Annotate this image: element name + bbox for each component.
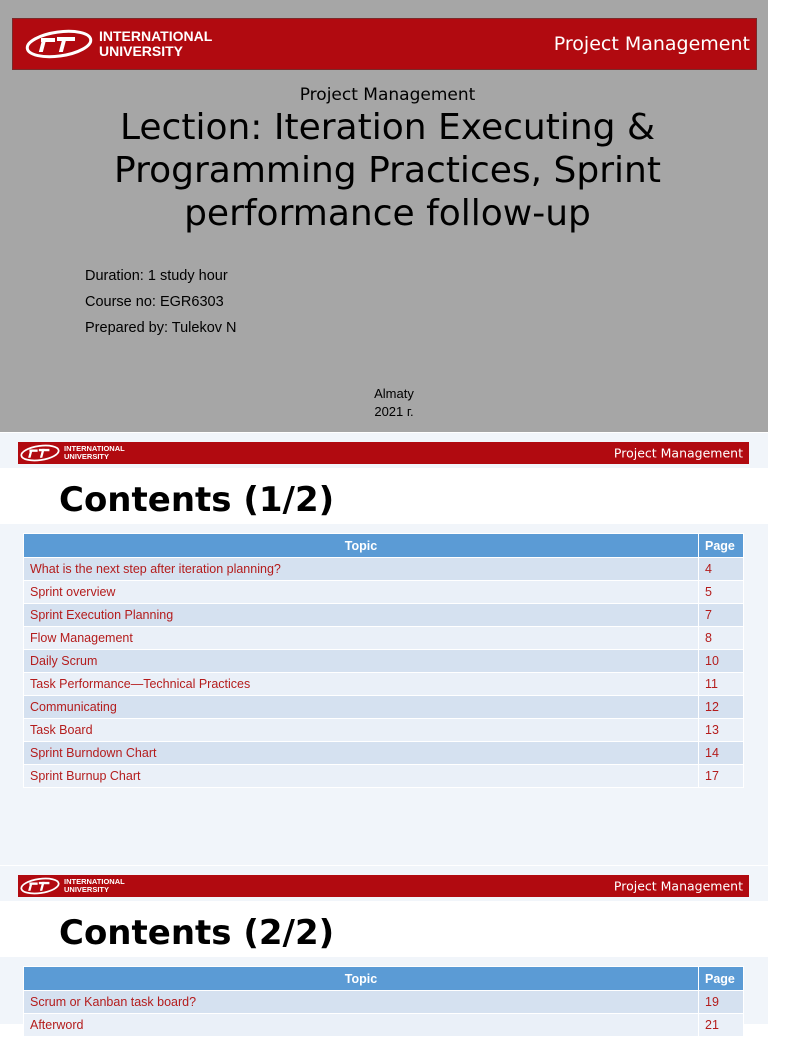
header-title: Project Management [613,878,743,894]
university-logo [25,29,212,59]
logo-line-2: UNIVERSITY [64,452,110,461]
topic-header: Topic [24,967,699,991]
logo-text [64,445,125,461]
logo-text [64,878,125,894]
slide-title: Lection: Iteration Executing & Programming Practices, Sprint performance follow-up [114,107,661,234]
table-row[interactable] [24,696,744,719]
contents-slide-2 [0,866,768,1032]
iitu-logo-icon [25,29,93,59]
page-number[interactable]: 11 [699,673,744,696]
slide-subtitle: Project Management [299,85,476,105]
topic-link[interactable]: What is the next step after iteration planning? [24,558,699,581]
author-text: Prepared by: Tulekov N [85,320,237,336]
table-row[interactable] [24,650,744,673]
logo-line-1: INTERNATIONAL [64,444,125,454]
page-number[interactable]: 17 [699,765,744,788]
topic-link[interactable]: Scrum or Kanban task board? [24,991,699,1014]
topic-link[interactable]: Sprint overview [24,581,699,604]
topic-link[interactable]: Sprint Burndown Chart [24,742,699,765]
table-row[interactable] [24,558,744,581]
header-banner [18,442,749,464]
page-number[interactable]: 13 [699,719,744,742]
page-number[interactable]: 10 [699,650,744,673]
contents-heading: Contents (2/2) [59,913,335,953]
table-row[interactable] [24,765,744,788]
table-row[interactable] [24,719,744,742]
topic-link[interactable]: Task Performance—Technical Practices [24,673,699,696]
iitu-logo-icon [20,877,60,895]
page-number[interactable]: 7 [699,604,744,627]
page-number[interactable]: 19 [699,991,744,1014]
page-header: Page [699,967,744,991]
city-text: Almaty [374,386,414,401]
table-row[interactable] [24,604,744,627]
course-text: Course no: EGR6303 [85,294,224,310]
contents-slide-1 [0,433,768,865]
table-row[interactable] [24,673,744,696]
table-row[interactable] [24,991,744,1014]
logo-text [99,29,212,58]
table-row[interactable] [24,627,744,650]
year-text: 2021 г. [374,404,414,419]
iitu-logo-icon [20,444,60,462]
university-logo [20,877,125,895]
page-number[interactable]: 12 [699,696,744,719]
topic-link[interactable]: Daily Scrum [24,650,699,673]
topic-link[interactable]: Sprint Burnup Chart [24,765,699,788]
duration-text: Duration: 1 study hour [85,268,228,284]
table-row[interactable] [24,1014,744,1037]
title-slide [0,0,768,432]
header-title: Project Management [553,33,750,55]
logo-line-1: INTERNATIONAL [64,877,125,887]
page-number[interactable]: 8 [699,627,744,650]
topic-link[interactable]: Task Board [24,719,699,742]
page-number[interactable]: 14 [699,742,744,765]
page-number[interactable]: 4 [699,558,744,581]
topic-header: Topic [24,534,699,558]
topic-link[interactable]: Flow Management [24,627,699,650]
logo-line-2: UNIVERSITY [64,885,110,894]
topic-link[interactable]: Sprint Execution Planning [24,604,699,627]
page-number[interactable]: 21 [699,1014,744,1037]
logo-line-2: UNIVERSITY [99,43,184,59]
university-logo [20,444,125,462]
header-banner [12,18,757,70]
contents-table [23,533,744,788]
header-title: Project Management [613,445,743,461]
header-banner [18,875,749,897]
page-number[interactable]: 5 [699,581,744,604]
topic-link[interactable]: Communicating [24,696,699,719]
contents-table [23,966,744,1037]
topic-link[interactable]: Afterword [24,1014,699,1037]
logo-line-1: INTERNATIONAL [99,28,213,45]
table-row[interactable] [24,581,744,604]
table-row[interactable] [24,742,744,765]
page-header: Page [699,534,744,558]
contents-heading: Contents (1/2) [59,480,335,520]
